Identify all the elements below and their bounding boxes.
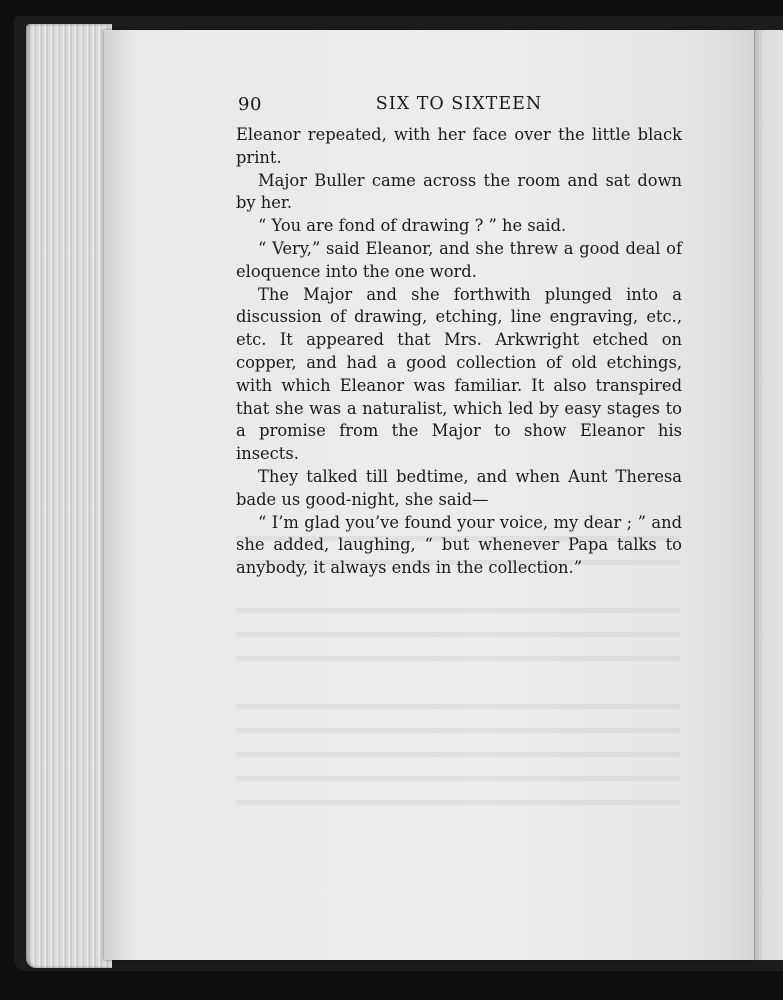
bleed-through-line — [236, 776, 680, 781]
facing-page-edge — [754, 30, 783, 960]
paragraph: “ You are fond of drawing ? ” he said. — [258, 216, 567, 236]
bleed-through-line — [236, 704, 680, 709]
book-title: SIX TO SIXTEEN — [375, 94, 543, 114]
running-head — [236, 94, 682, 124]
paragraph: “ Very,” said Eleanor, and she threw a good deal of eloquence into the one word. — [236, 238, 682, 281]
paragraph: Eleanor repeated, with her face over the little black print. — [236, 125, 682, 167]
bleed-through-line — [236, 608, 680, 613]
bleed-through-line — [236, 800, 680, 805]
page-edges — [26, 24, 112, 968]
bleed-through-line — [236, 632, 680, 637]
page-number: 90 — [238, 94, 262, 115]
bleed-through-line — [236, 656, 680, 661]
paragraph: They talked till bedtime, and when Aunt Theresa bade us good-night, she said— — [236, 466, 682, 509]
page-content — [236, 94, 682, 580]
bleed-through-line — [236, 752, 680, 757]
bleed-through-line — [236, 728, 680, 733]
paragraph: Major Buller came across the room and sat down by her. — [236, 170, 682, 213]
paragraph: The Major and she forthwith plunged into a discussion of drawing, etching, line engraving, etc., etc. It appeared that Mrs. Arkwright etched on copper, and had a good collection of old etchings, with which Eleanor was familiar. It also transpired that she was a naturalist, which led by easy stages to a promise from the Major to show Eleanor his insects. — [236, 284, 682, 464]
paragraph: “ I’m glad you’ve found your voice, my dear ; ” and she added, laughing, “ but whenever Papa talks to anybody, it always ends in the collection.” — [236, 512, 682, 578]
